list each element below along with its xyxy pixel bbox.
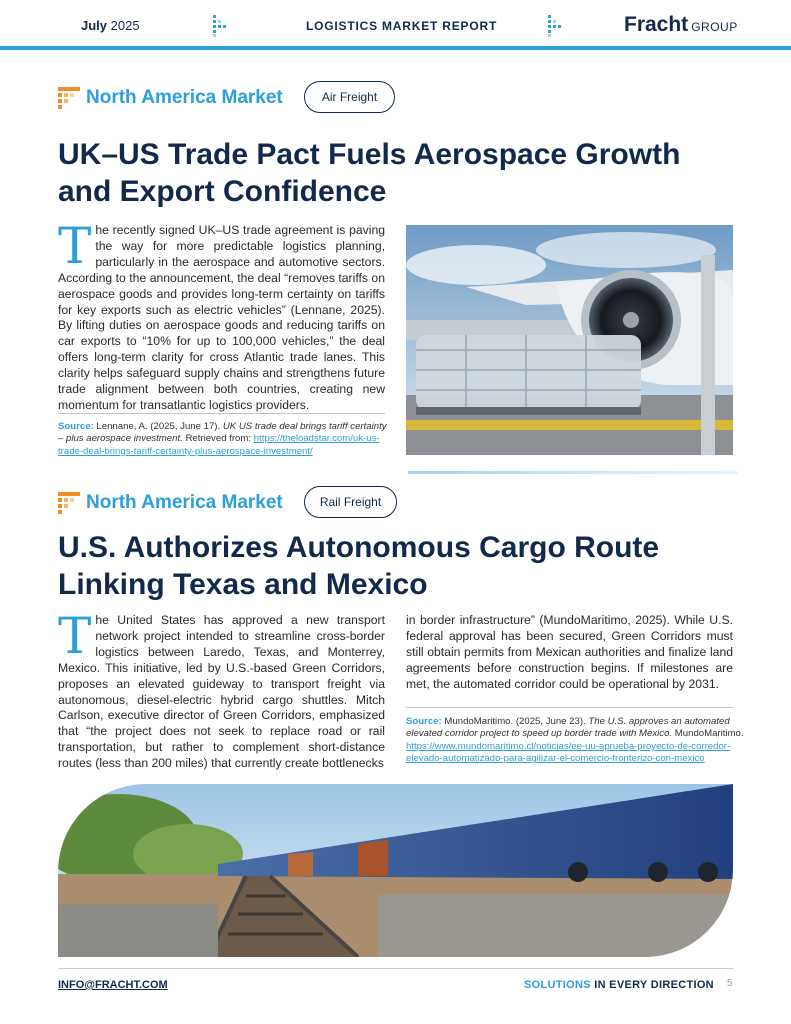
airplane-cargo-photo-icon [406, 225, 733, 455]
freight-train-image [58, 784, 733, 957]
dot-pattern-icon [213, 15, 229, 37]
article-headline: UK–US Trade Pact Fuels Aerospace Growth and Export Confidence [58, 138, 681, 208]
page-header [0, 0, 791, 52]
dot-pattern-icon [548, 15, 564, 37]
company-logo: Fracht GROUP [624, 13, 738, 36]
footer-email-link[interactable]: INFO@FRACHT.COM [58, 979, 168, 991]
footer-rule [58, 968, 734, 969]
report-date: July 2025 [81, 18, 140, 33]
source-link[interactable]: https://www.mundomaritimo.cl/noticias/ee-uu-aprueba-proyecto-de-corredor-elevado-automatizado-para-agilizar-el-comercio-fronterizo-con-mexico [406, 740, 731, 765]
source-link[interactable]: https://theloadstar.com/uk-us-trade-deal-brings-tariff-certainty-plus-aerospace-investment/ [58, 433, 380, 457]
section-label [58, 83, 283, 113]
mode-tag: Air Freight [304, 81, 395, 113]
article-body-column-1: The United States has approved a new transport network project intended to streamline cross-border logistics between Laredo, Texas, and Monterrey, Mexico. This initiative, led by U.S.-based Green Corridors, proposes an elevated guideway to transport freight via autonomous, diesel-electric hybrid cargo shuttles. Mitch Carlson, executive director of Green Corridors, emphasized that “the project does not seek to replace road or rail transportation, but rather to complement short-distance routes (less than 200 miles) that currently create bottlenecks [58, 607, 385, 771]
section-label [58, 488, 283, 518]
article-headline: U.S. Authorizes Autonomous Cargo Route Linking Texas and Mexico [58, 531, 660, 601]
page-number: 5 [727, 978, 733, 989]
footer-tagline: SOLUTIONS IN EVERY DIRECTION [524, 979, 714, 991]
aircraft-cargo-image [406, 225, 733, 455]
source-rule [406, 707, 733, 708]
drop-cap: T [58, 607, 92, 665]
mode-tag: Rail Freight [304, 486, 397, 518]
header-rule [0, 46, 791, 50]
fracht-f-mark-icon [58, 87, 80, 109]
article-source: Source: MundoMaritimo. (2025, June 23). The U.S. approves an automated elevated corridor project to speed up border trade with Mexico. MundoMaritimo. https://www.mundomaritimo.cl/noticias/ee-uu-aprueba-proyecto-de-corredor-elevado-automatizado-para-agilizar-el-comercio-fronterizo-con-mexico [406, 716, 744, 765]
source-rule [58, 413, 385, 414]
report-title: LOGISTICS MARKET REPORT [306, 19, 498, 33]
region-label: North America Market [86, 87, 283, 108]
article-source: Source: Lennane, A. (2025, June 17). UK US trade deal brings tariff certainty – plus aerospace investment. Retrieved from: https://theloadstar.com/uk-us-trade-deal-brings-tariff-certainty-plus-aerospace-investment/ [58, 421, 387, 457]
article-body: The recently signed UK–US trade agreement is paving the way for more predictable logistics planning, particularly in the aerospace and automotive sectors. According to the announcement, the deal “removes tariffs on aerospace goods and provides long-term certainty on tariffs for key exports such as electric vehicles” (Lennane, 2025). By lifting duties on aerospace goods and reducing tariffs on car exports to “10% for up to 100,000 vehicles,” the deal offers long-term clarity for cross Atlantic trade lanes. This clarity helps safeguard supply chains and strengthens future trade alignment between both countries, creating new momentum for transatlantic logistics providers. [58, 217, 385, 412]
freight-train-photo-icon [58, 784, 733, 957]
drop-cap: T [58, 217, 92, 275]
fracht-f-mark-icon [58, 492, 80, 514]
section-divider [408, 471, 738, 474]
region-label: North America Market [86, 492, 283, 513]
article-body-column-2: in border infrastructure” (MundoMaritimo, 2025). While U.S. federal approval has been secured, Green Corridors must still obtain permits from Mexican authorities and finalize land agreements before construction begins. If milestones are met, the automated corridor could be operational by 2031. [406, 613, 733, 691]
